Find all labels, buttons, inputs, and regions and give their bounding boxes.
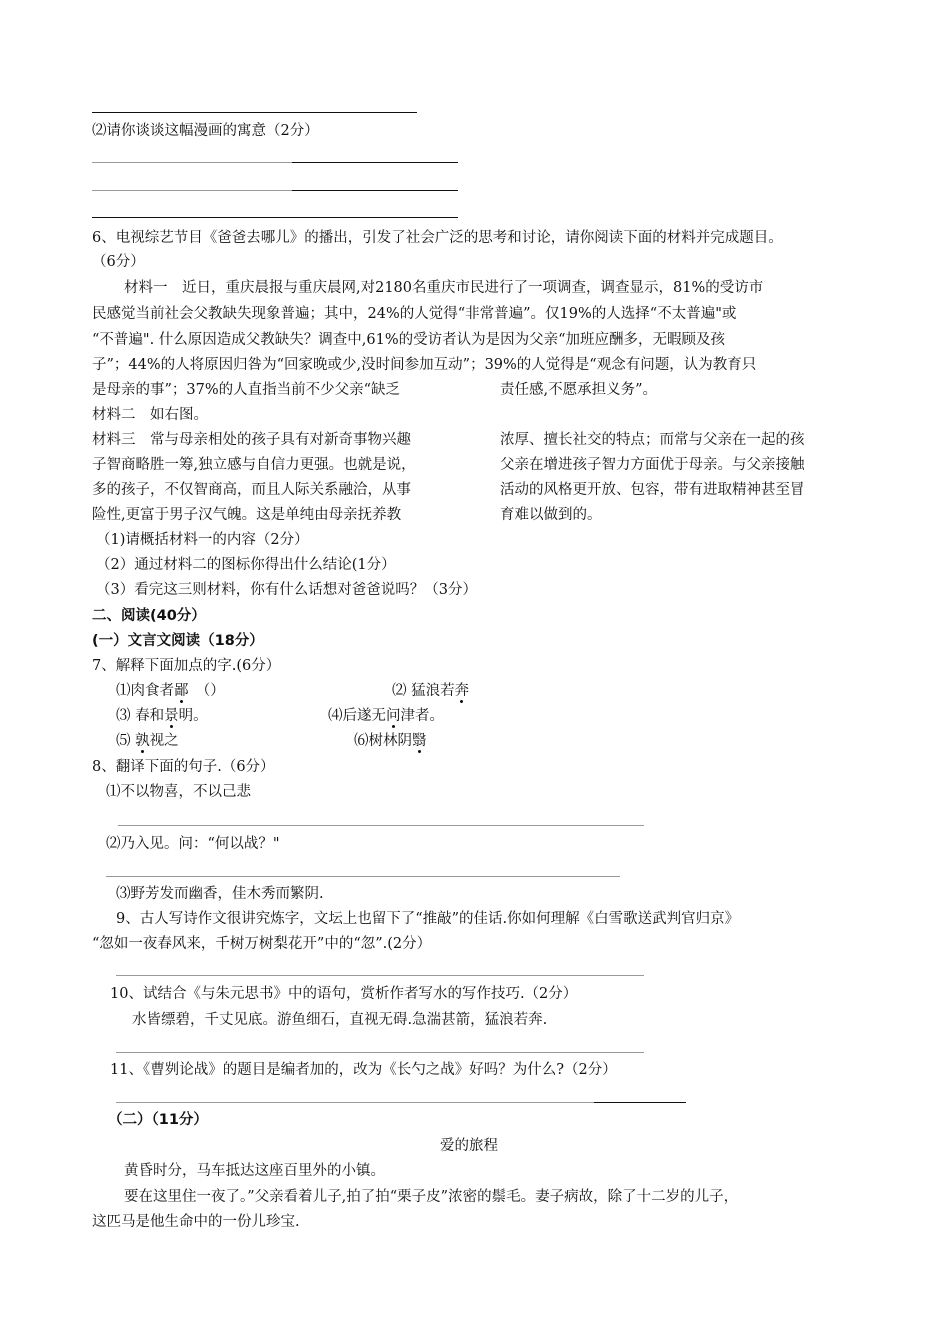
story-title: 爱的旅程 (440, 1138, 498, 1154)
question-6-sub: （3）看完这三则材料，你有什么话想对爸爸说吗？（3分） (96, 582, 477, 598)
material-3-line: 险性,更富于男子汉气魄。这是单纯由母亲抚养教 (92, 507, 402, 523)
question-10: 10、试结合《与朱元思书》中的语句，赏析作者写水的写作技巧.（2分） (110, 986, 578, 1002)
answer-line (92, 162, 292, 163)
question-11: 11、《曹刿论战》的题目是编者加的，改为《长勺之战》好吗？为什么?（2分） (110, 1062, 617, 1078)
question-9: “忽如一夜春风来，千树万树梨花开”中的“忽”.(2分） (92, 936, 432, 952)
question-7-item: ⑴肉食者鄙 （） (116, 683, 225, 699)
question-7: 7、解释下面加点的字.(6分） (92, 658, 281, 674)
material-3-line: 材料三 常与母亲相处的孩子具有对新奇事物兴趣 (92, 432, 411, 448)
question-6-score: （6分） (92, 254, 145, 270)
question-8-2: ⑵乃入见。问：“何以战？" (106, 836, 280, 852)
question-9: 9、古人写诗作文很讲究炼字，文坛上也留下了“推敲”的佳话.你如何理解《白雪歌送武判官归京》 (116, 911, 740, 927)
question-8: 8、翻译下面的句子.（6分） (92, 759, 275, 775)
material-1-line: “不普遍". 什么原因造成父教缺失？调查中,61%的受访者认为是因为父亲“加班应酬多，无暇顾及孩 (92, 332, 726, 348)
material-3-line: 子智商略胜一筹,独立感与自信力更强。也就是说， (92, 457, 416, 473)
material-1-line: 民感觉当前社会父教缺失现象普遍；其中，24%的人觉得“非常普遍”。仅19%的人选择“不太普遍"或 (92, 306, 737, 322)
answer-line (594, 1102, 686, 1103)
question-7-item: ⑶ 春和景明。 (116, 708, 208, 724)
material-1-line: 材料一 近日，重庆晨报与重庆晨网,对2180名重庆市民进行了一项调查，调查显示，81%的受访市 (124, 280, 764, 296)
story-paragraph: 要在这里住一夜了。”父亲看着儿子,拍了拍“栗子皮”浓密的鬃毛。妻子病故，除了十二岁的儿子， (124, 1189, 739, 1205)
question-6-stem: 6、电视综艺节目《爸爸去哪儿》的播出，引发了社会广泛的思考和讨论，请你阅读下面的材料并完成题目。 (92, 230, 783, 246)
question-5-2: ⑵请你谈谈这幅漫画的寓意（2分） (92, 123, 319, 139)
material-3-line: 育难以做到的。 (500, 507, 602, 523)
answer-line (118, 825, 644, 826)
question-10-quote: 水皆缥碧，千丈见底。游鱼细石，直视无碍.急湍甚箭，猛浪若奔. (132, 1012, 548, 1028)
question-6-sub: （2）通过材料二的图标你得出什么结论(1分） (96, 557, 396, 573)
subsection-heading: （二）（11分） (108, 1112, 208, 1128)
question-8-3: ⑶野芳发而幽香，佳木秀而繁阴. (116, 886, 324, 902)
question-7-item: ⑵ 猛浪若奔 (392, 683, 470, 699)
material-2: 材料二 如右图。 (92, 407, 208, 423)
question-7-item: ⑹树林阴翳 (354, 733, 427, 749)
answer-line (116, 975, 644, 976)
question-7-item: ⑸ 孰视之 (116, 733, 179, 749)
material-1-line: 子”；44%的人将原因归咎为“回家晚或少,没时间参加互动”；39%的人觉得是“观念有问题，认为教育只 (92, 357, 757, 373)
question-6-sub: （1)请概括材料一的内容（2分） (96, 532, 309, 548)
material-3-line: 浓厚、擅长社交的特点；而常与父亲在一起的孩 (500, 432, 805, 448)
story-paragraph: 这匹马是他生命中的一份儿珍宝. (92, 1214, 300, 1230)
section-heading: 二、阅读(40分） (92, 608, 206, 624)
question-7-item: ⑷后遂无问津者。 (328, 708, 444, 724)
material-3-line: 活动的风格更开放、包容，带有进取精神甚至冒 (500, 482, 805, 498)
subsection-heading: (一）文言文阅读（18分） (92, 633, 264, 649)
answer-line (92, 217, 458, 218)
answer-line (92, 112, 417, 113)
answer-line (116, 1052, 644, 1053)
material-3-line: 父亲在增进孩子智力方面优于母亲。与父亲接触 (500, 457, 805, 473)
material-1-line: 责任感,不愿承担义务”。 (500, 382, 658, 398)
answer-line (92, 190, 292, 191)
answer-line (292, 190, 458, 191)
material-3-line: 多的孩子，不仅智商高，而且人际关系融洽，从事 (92, 482, 411, 498)
material-1-line: 是母亲的事”；37%的人直指当前不少父亲“缺乏 (92, 382, 401, 398)
question-8-1: ⑴不以物喜，不以己悲 (106, 784, 251, 800)
answer-line (106, 876, 620, 877)
answer-line (116, 1102, 594, 1103)
answer-line (292, 162, 458, 163)
story-paragraph: 黄昏时分，马车抵达这座百里外的小镇。 (124, 1163, 385, 1179)
